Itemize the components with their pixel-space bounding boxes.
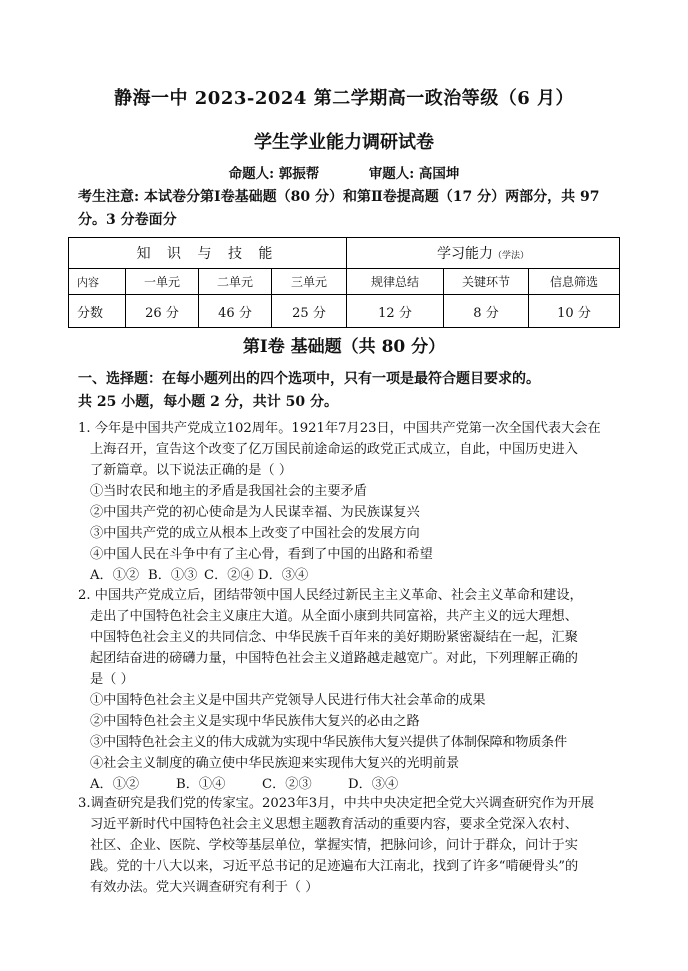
question-2-answer-d: D．③④ — [348, 777, 399, 792]
question-2-stem-line: 是（ ） — [90, 672, 134, 687]
question-1-answer-b: B．①③ — [148, 568, 198, 583]
reviewer-name: 高国坤 — [418, 166, 460, 182]
question-3-stem-line: 践。党的十八大以来，习近平总书记的足迹遍布大江南北，找到了许多“啃硬骨头”的 — [90, 859, 579, 874]
group-knowledge-skills: 知 识 与 技 能 — [69, 238, 347, 269]
question-1-answer-a: A．①② — [90, 568, 140, 583]
question-3-stem-line: 有效办法。党大兴调查研究有利于（ ） — [90, 880, 319, 895]
score-distribution-table — [68, 237, 620, 328]
question-2-answer-c: C．②③ — [262, 777, 312, 792]
score-pattern-summary: 12 分 — [347, 295, 444, 328]
section-title: 第Ⅰ卷 基础题（共 80 分） — [242, 337, 446, 357]
col-info-filtering: 信息筛选 — [529, 269, 620, 295]
col-pattern-summary: 规律总结 — [347, 269, 444, 295]
question-1-stem-line: 上海召开，宣告这个改变了亿万国民前途命运的政党正式成立，自此，中国历史进入 — [90, 442, 578, 457]
question-1 — [78, 418, 618, 586]
question-3-stem-line: 3.调查研究是我们党的传家宝。2023年3月，中共中央决定把全党大兴调查研究作为开展 — [78, 796, 595, 811]
score-unit-2: 46 分 — [199, 295, 272, 328]
question-3-stem-line: 习近平新时代中国特色社会主义思想主题教育活动的重要内容，要求全党深入农村、 — [90, 817, 578, 832]
question-1-answer-d: D．③④ — [258, 568, 309, 583]
authors-line — [0, 162, 688, 182]
question-2-stem-line: 起团结奋进的磅礴力量，中国特色社会主义道路越走越宽广。对此，下列理解正确的 — [90, 651, 578, 666]
part1-instructions — [78, 368, 618, 414]
question-1-option: ④中国人民在斗争中有了主心骨，看到了中国的出路和希望 — [90, 547, 433, 562]
question-1-stem-line: 了新篇章。以下说法正确的是（ ） — [90, 463, 293, 478]
question-1-answer-c: C．②④ — [204, 568, 254, 583]
author-label: 命题人: — [228, 166, 275, 182]
question-2-answer-a: A．①② — [90, 777, 140, 792]
question-2-answer-b: B．①④ — [176, 777, 226, 792]
row-label-content: 内容 — [69, 269, 126, 295]
question-1-option: ②中国共产党的初心使命是为人民谋幸福、为民族谋复兴 — [90, 505, 420, 520]
col-unit-3: 三单元 — [272, 269, 347, 295]
col-unit-1: 一单元 — [126, 269, 199, 295]
exam-title-line1: 静海一中 2023-2024 第二学期高一政治等级（6 月） — [114, 88, 574, 109]
question-1-option: ③中国共产党的成立从根本上改变了中国社会的发展方向 — [90, 526, 420, 541]
author-name: 郭振帮 — [278, 166, 320, 182]
group-learning-ability-note: （学法） — [492, 251, 529, 261]
question-2-stem-line: 走出了中国特色社会主义康庄大道。从全面小康到共同富裕，共产主义的远大理想、 — [90, 609, 578, 624]
question-2 — [78, 585, 618, 795]
question-3-stem-line: 社区、企业、医院、学校等基层单位，掌握实情，把脉问诊，问计于群众，问计于实 — [90, 838, 578, 853]
question-2-stem-line: 中国特色社会主义的共同信念、中华民族千百年来的美好期盼紧密凝结在一起，汇聚 — [90, 630, 578, 645]
col-key-step: 关键环节 — [444, 269, 529, 295]
candidate-notice: 考生注意: 本试卷分第Ⅰ卷基础题（80 分）和第Ⅱ卷提高题（17 分）两部分，共 97 分。3 分卷面分 — [78, 189, 600, 228]
part1-line2: 共 25 小题，每小题 2 分，共计 50 分。 — [78, 394, 338, 410]
question-1-answers — [78, 565, 618, 586]
group-learning-ability-label: 学习能力 — [436, 246, 493, 262]
question-2-option: ②中国特色社会主义是实现中华民族伟大复兴的必由之路 — [90, 714, 420, 729]
col-unit-2: 二单元 — [199, 269, 272, 295]
question-3 — [78, 793, 618, 898]
question-2-option: ①中国特色社会主义是中国共产党领导人民进行伟大社会革命的成果 — [90, 693, 486, 708]
score-key-step: 8 分 — [444, 295, 529, 328]
group-learning-ability — [347, 238, 620, 269]
exam-title-line2: 学生学业能力调研试卷 — [254, 132, 434, 153]
question-2-stem-line: 2. 中国共产党成立后，团结带领中国人民经过新民主主义革命、社会主义革命和建设， — [78, 588, 583, 603]
question-1-stem-line: 1. 今年是中国共产党成立102周年。1921年7月23日，中国共产党第一次全国代表大会在 — [78, 421, 601, 436]
reviewer-label: 审题人: — [368, 166, 415, 182]
part1-line1: 一、选择题：在每小题列出的四个选项中，只有一项是最符合题目要求的。 — [78, 371, 540, 387]
score-unit-1: 26 分 — [126, 295, 199, 328]
question-2-answers — [78, 774, 618, 795]
score-unit-3: 25 分 — [272, 295, 347, 328]
question-2-option: ③中国特色社会主义的伟大成就为实现中华民族伟大复兴提供了体制保障和物质条件 — [90, 735, 567, 750]
row-label-score: 分数 — [69, 295, 126, 328]
question-2-option: ④社会主义制度的确立使中华民族迎来实现伟大复兴的光明前景 — [90, 756, 460, 771]
question-1-option: ①当时农民和地主的矛盾是我国社会的主要矛盾 — [90, 484, 367, 499]
score-info-filtering: 10 分 — [529, 295, 620, 328]
